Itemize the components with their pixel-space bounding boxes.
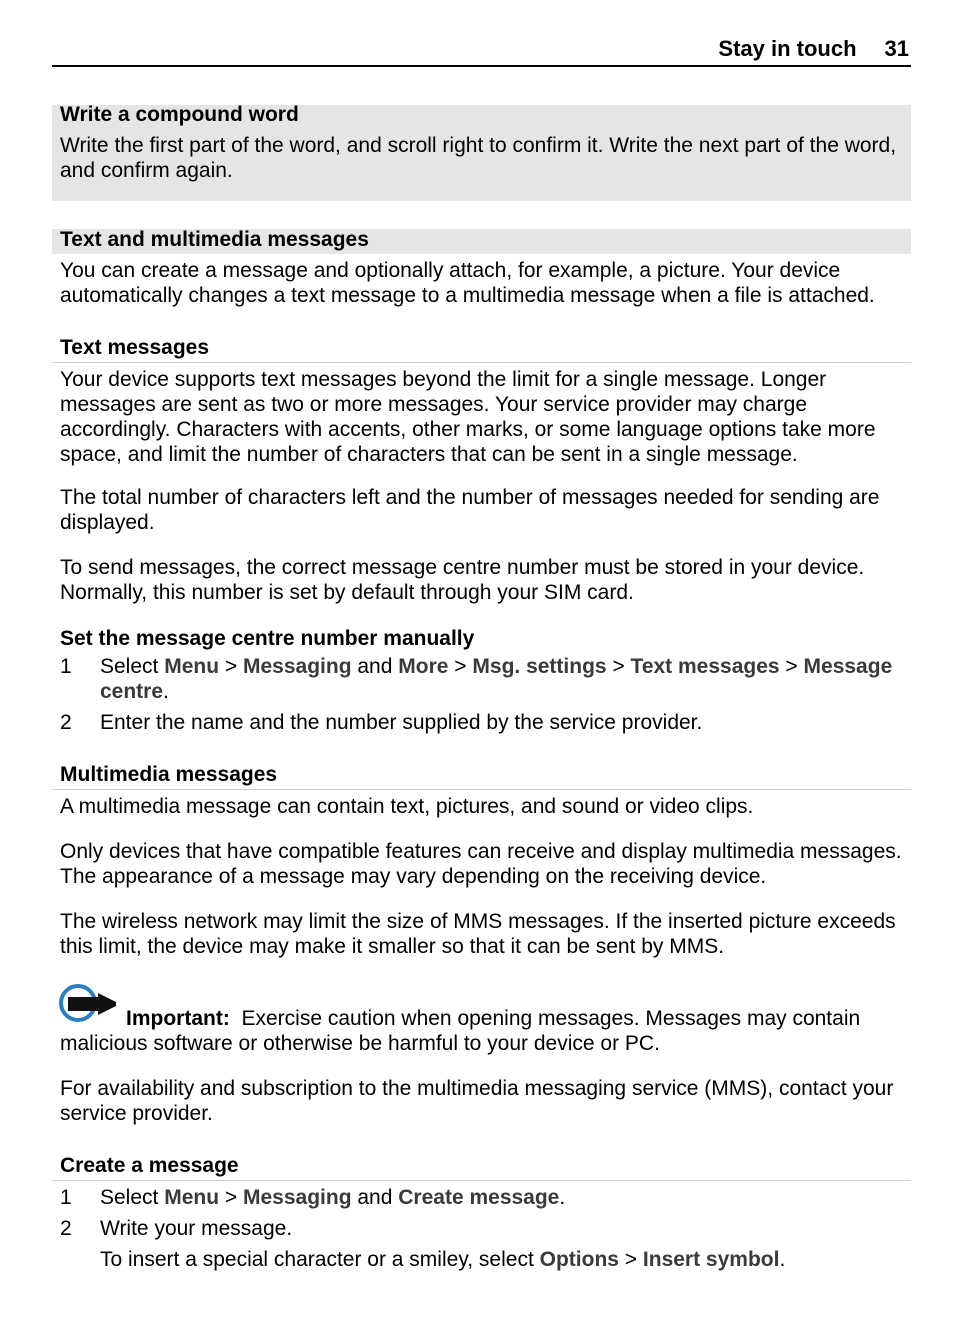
text-multimedia-heading: Text and multimedia messages xyxy=(60,228,369,251)
important-text: Exercise caution when opening messages. Messages may contain malicious software or otherwise be harmful to your device or PC. xyxy=(60,1007,861,1055)
text-messages-para-1: Your device supports text messages beyond the limit for a single message. Longer messages are sent as two or more messages. Your service provider may charge accordingly. Characters with accents, other marks, or some language options take more space, and limit the number of characters that can be sent in a single message. xyxy=(60,368,876,466)
menu-path-message-centre: Message centre xyxy=(100,655,893,703)
message-centre-step-2: Enter the name and the number supplied by the service provider. xyxy=(100,711,703,734)
compound-word-heading: Write a compound word xyxy=(60,103,299,126)
menu-path-menu: Menu xyxy=(164,655,220,678)
menu-path-insert-symbol: Insert symbol xyxy=(642,1248,780,1271)
divider xyxy=(52,789,911,790)
path-separator: > xyxy=(454,655,467,678)
text-messages-para-3: To send messages, the correct message centre number must be stored in your device. Normally, this number is set by default through your SIM card. xyxy=(60,556,865,604)
step-text: . xyxy=(163,680,169,703)
create-message-step-1 xyxy=(100,1185,900,1210)
multimedia-para-1: A multimedia message can contain text, pictures, and sound or video clips. xyxy=(60,795,754,818)
path-separator: > xyxy=(224,1186,238,1209)
page-header xyxy=(52,34,911,67)
message-centre-heading: Set the message centre number manually xyxy=(60,627,475,650)
multimedia-messages-heading: Multimedia messages xyxy=(60,763,278,786)
important-label: Important: xyxy=(126,1007,230,1030)
divider xyxy=(52,362,911,363)
text-messages-heading: Text messages xyxy=(60,336,210,359)
step-number: 2 xyxy=(60,1217,72,1240)
message-centre-step-1 xyxy=(100,654,900,704)
path-separator: > xyxy=(624,1248,638,1271)
step-number: 2 xyxy=(60,711,72,734)
menu-path-create-message: Create message xyxy=(398,1186,560,1209)
multimedia-para-3: The wireless network may limit the size of MMS messages. If the inserted picture exceeds this limit, the device may make it smaller so that it can be sent by MMS. xyxy=(60,910,896,958)
step-text: To insert a special character or a smiley, select xyxy=(100,1248,534,1271)
step-text: Select xyxy=(100,1186,159,1209)
menu-path-msg-settings: Msg. settings xyxy=(472,655,607,678)
create-message-heading: Create a message xyxy=(60,1154,239,1177)
step-text: . xyxy=(559,1186,566,1209)
divider xyxy=(52,1180,911,1181)
create-message-step-2: Write your message. xyxy=(100,1217,293,1240)
menu-path-menu: Menu xyxy=(164,1186,220,1209)
step-text: and xyxy=(357,655,393,678)
multimedia-para-4: For availability and subscription to the multimedia messaging service (MMS), contact your service provider. xyxy=(60,1077,894,1125)
menu-path-messaging: Messaging xyxy=(243,1186,352,1209)
compound-word-text: Write the first part of the word, and scroll right to confirm it. Write the next part of the word, and confirm again. xyxy=(60,134,897,182)
text-multimedia-intro: You can create a message and optionally attach, for example, a picture. Your device automatically changes a text message to a multimedia message when a file is attached. xyxy=(60,259,875,307)
multimedia-para-2: Only devices that have compatible features can receive and display multimedia messages. The appearance of a message may vary depending on the receiving device. xyxy=(60,840,902,888)
menu-path-options: Options xyxy=(539,1248,619,1271)
step-text: . xyxy=(779,1248,786,1271)
step-number: 1 xyxy=(60,1186,72,1209)
step-text: Select xyxy=(100,655,159,678)
menu-path-more: More xyxy=(398,655,449,678)
text-messages-para-2: The total number of characters left and the number of messages needed for sending are displayed. xyxy=(60,486,880,534)
path-separator: > xyxy=(224,655,238,678)
step-number: 1 xyxy=(60,655,72,678)
menu-path-text-messages: Text messages xyxy=(630,655,780,678)
menu-path-messaging: Messaging xyxy=(243,655,352,678)
page-number: 31 xyxy=(884,36,909,61)
create-message-step-2-detail xyxy=(100,1247,900,1272)
important-note xyxy=(60,1006,908,1056)
path-separator: > xyxy=(612,655,625,678)
step-text: and xyxy=(357,1186,393,1209)
running-section-title: Stay in touch xyxy=(718,36,857,61)
path-separator: > xyxy=(785,655,798,678)
